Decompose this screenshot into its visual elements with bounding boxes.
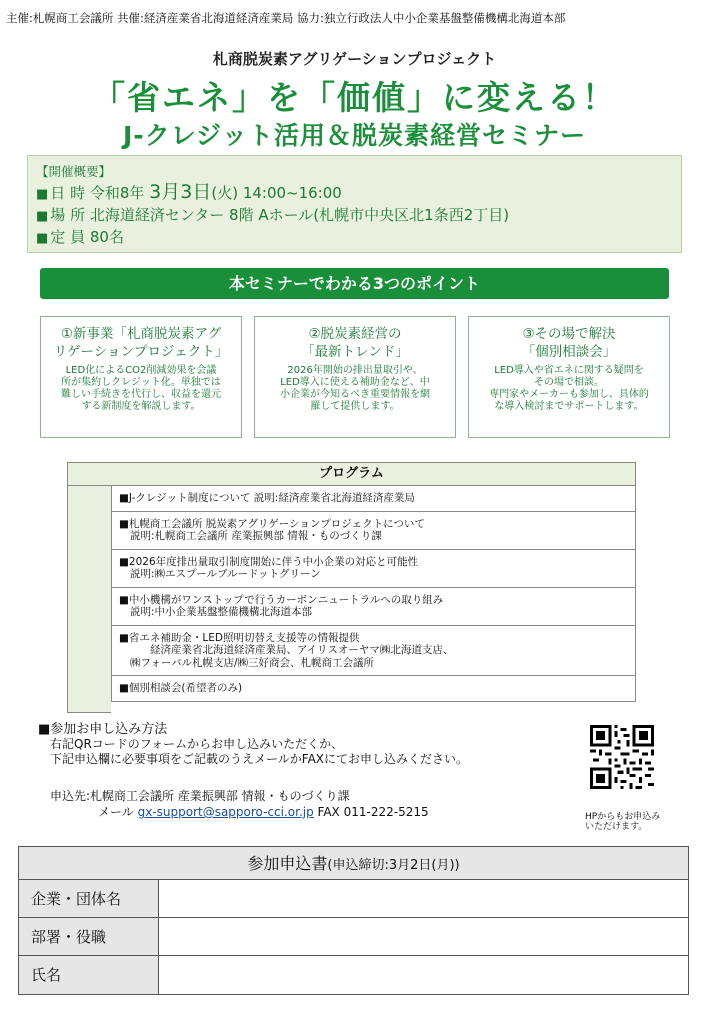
point-body: LED導入や省エネに関する疑問を その場で相談。 専門家やメーカーも参加し、具体的 な導入検討までサポートします。: [489, 365, 649, 412]
capacity-label: 定 員: [50, 228, 86, 246]
form-label: 部署・役職: [19, 918, 159, 955]
date-label: 日 時: [50, 184, 86, 202]
apply-heading: ■参加お申し込み方法: [38, 722, 168, 737]
qr-caption: HPからもお申込み いただけます。: [585, 812, 661, 832]
main-title: 「省エネ」を「価値」に変える！: [92, 78, 617, 117]
apply-section: [38, 722, 578, 820]
point-title: ③その場で解決 「個別相談会」: [521, 326, 617, 360]
point-card-3: [468, 316, 670, 438]
apply-destination: 申込先:札幌商工会議所 産業振興部 情報・ものづくり課: [50, 789, 350, 803]
form-row-department: [19, 918, 688, 956]
program-side-bar: [67, 486, 111, 713]
form-row-company: [19, 880, 688, 918]
square-bullet-icon: ■: [36, 209, 49, 224]
points-heading: 本セミナーでわかる3つのポイント: [40, 268, 669, 299]
sub-title: J-クレジット活用＆脱炭素経営セミナー: [122, 121, 587, 150]
overview-heading: 【開催概要】: [36, 164, 112, 179]
square-bullet-icon: ■: [36, 231, 49, 246]
place-label: 場 所: [50, 206, 86, 224]
form-label: 氏名: [19, 956, 159, 994]
form-row-name: [19, 956, 688, 994]
overview-place: [36, 205, 673, 227]
program-item: ■J-クレジット制度について 説明:経済産業省北海道経済産業局: [112, 486, 635, 512]
organizers-line: 主催:札幌商工会議所 共催:経済産業省北海道経済産業局 協力:独立行政法人中小企業基盤整備機構北海道本部: [6, 11, 566, 25]
form-label: 企業・団体名: [19, 880, 159, 917]
program-item: ■札幌商工会議所 脱炭素アグリゲーションプロジェクトについて 説明:札幌商工会議所 産業振興部 情報・ものづくり課: [112, 512, 635, 550]
company-field[interactable]: [159, 880, 688, 917]
point-title: ②脱炭素経営の 「最新トレンド」: [301, 326, 409, 360]
name-field[interactable]: [159, 956, 688, 994]
point-card-2: [254, 316, 456, 438]
program-item: ■2026年度排出量取引制度開始に伴う中小企業の対応と可能性 説明:㈱エスプールブルードットグリーン: [112, 550, 635, 588]
overview-box: [27, 155, 682, 253]
date-main: 3月3日: [149, 181, 212, 203]
date-suffix: (火) 14:00~16:00: [211, 184, 342, 202]
form-deadline: (申込締切:3月2日(月)): [327, 858, 460, 873]
program-heading: プログラム: [67, 462, 636, 486]
fax-number: FAX 011-222-5215: [313, 805, 429, 819]
apply-contact: メール gx-support@sapporo-cci.or.jp FAX 011-222-5215: [98, 805, 429, 819]
capacity-value: 80名: [89, 228, 124, 246]
program-list: [111, 486, 636, 702]
point-card-1: [40, 316, 242, 438]
department-field[interactable]: [159, 918, 688, 955]
overview-capacity: [36, 227, 673, 249]
place-value: 北海道経済センター 8階 Aホール(札幌市中央区北1条西2丁目): [89, 206, 510, 224]
program-item: ■個別相談会(希望者のみ): [112, 676, 635, 702]
form-heading: 参加申込書(申込締切:3月2日(月)): [19, 847, 688, 880]
point-body: 2026年開始の排出量取引や、 LED導入に使える補助金など、中 小企業が今知るべき重要情報を網 羅して提供します。: [280, 365, 430, 412]
application-form: [18, 846, 689, 995]
email-link[interactable]: gx-support@sapporo-cci.or.jp: [137, 805, 314, 819]
apply-line: 右記QRコードのフォームからお申し込みいただくか、: [50, 737, 344, 751]
square-bullet-icon: ■: [36, 187, 49, 202]
overview-date: [36, 182, 673, 205]
point-body: LED化によるCO2削減効果を会議 所が集約しクレジット化。単独では 難しい手続きを代行し、収益を還元 する新制度を解説します。: [61, 365, 221, 412]
program-item: ■中小機構がワンストップで行うカーボンニュートラルへの取り組み 説明:中小企業基盤整備機構北海道本部: [112, 588, 635, 626]
apply-line: 下記申込欄に必要事項をご記載のうえメールかFAXにてお申し込みください。: [50, 752, 468, 766]
point-title: ①新事業「札商脱炭素アグ リゲーションプロジェクト」: [53, 326, 229, 360]
qr-code-icon[interactable]: [590, 725, 654, 789]
project-name: 札商脱炭素アグリゲーションプロジェクト: [212, 50, 497, 68]
program-item: ■省エネ補助金・LED照明切替え支援等の情報提供 経済産業省北海道経済産業局、アイリスオーヤマ㈱北海道支店、 ㈱フォーバル札幌支店/㈱三好商会、札幌商工会議所: [112, 626, 635, 677]
date-prefix: 令和8年: [89, 184, 150, 202]
